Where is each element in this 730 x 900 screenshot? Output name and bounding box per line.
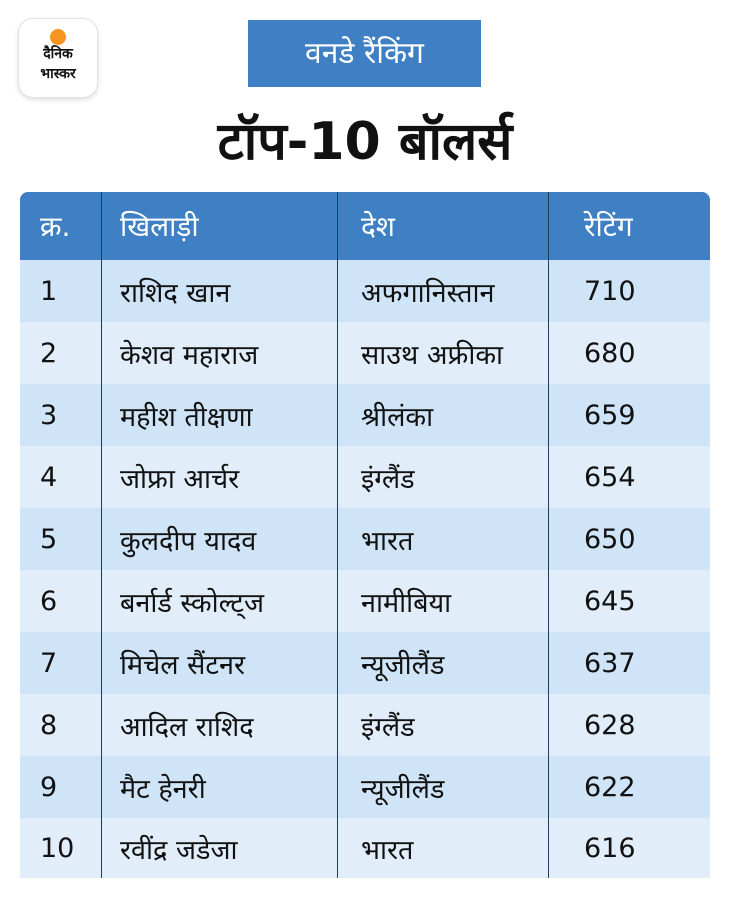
header-country: देश (361, 210, 395, 243)
column-divider (337, 192, 338, 878)
rating-cell: 654 (584, 461, 636, 493)
rank-cell: 7 (40, 647, 58, 679)
header-player: खिलाड़ी (120, 210, 199, 243)
table-row (20, 446, 710, 508)
table-row (20, 570, 710, 632)
column-divider (101, 192, 102, 878)
country-cell: इंग्लैंड (361, 463, 415, 495)
page-title: टॉप-10 बॉलर्स (217, 112, 513, 172)
rating-cell: 645 (584, 585, 636, 617)
table-row (20, 508, 710, 570)
rankings-table (20, 192, 710, 878)
country-cell: साउथ अफ्रीका (361, 339, 504, 371)
country-cell: न्यूजीलैंड (361, 649, 445, 681)
column-divider (548, 192, 549, 878)
table-header (20, 192, 710, 260)
logo-text-line1: दैनिक (43, 46, 73, 62)
header-rating: रेटिंग (584, 210, 633, 243)
rating-cell: 710 (584, 275, 636, 307)
rating-cell: 637 (584, 647, 636, 679)
rating-cell: 622 (584, 771, 636, 803)
player-cell: मैट हेनरी (120, 773, 206, 805)
header-rank: क्र. (40, 210, 71, 243)
country-cell: श्रीलंका (361, 401, 434, 433)
rank-cell: 5 (40, 523, 58, 555)
player-cell: राशिद खान (120, 277, 231, 309)
table-row (20, 384, 710, 446)
rank-cell: 9 (40, 771, 58, 803)
rating-cell: 628 (584, 709, 636, 741)
rating-cell: 680 (584, 337, 636, 369)
rank-cell: 1 (40, 275, 58, 307)
table-row (20, 694, 710, 756)
sun-icon (50, 29, 66, 45)
rank-cell: 2 (40, 337, 58, 369)
dainik-bhaskar-logo (19, 19, 97, 97)
player-cell: जोफ्रा आर्चर (120, 463, 240, 495)
rank-cell: 8 (40, 709, 58, 741)
country-cell: अफगानिस्तान (361, 277, 495, 309)
player-cell: कुलदीप यादव (120, 525, 257, 557)
country-cell: नामीबिया (361, 587, 452, 619)
rank-cell: 10 (40, 832, 75, 864)
table-row (20, 632, 710, 694)
player-cell: मिचेल सैंटनर (120, 649, 246, 681)
rating-cell: 616 (584, 832, 636, 864)
table-row (20, 756, 710, 818)
country-cell: भारत (361, 525, 414, 557)
logo-text-line2: भास्कर (40, 66, 76, 82)
table-row (20, 818, 710, 878)
table-row (20, 322, 710, 384)
rank-cell: 3 (40, 399, 58, 431)
country-cell: इंग्लैंड (361, 711, 415, 743)
rating-cell: 650 (584, 523, 636, 555)
category-tag: वनडे रैंकिंग (248, 20, 481, 87)
table-row (20, 260, 710, 322)
country-cell: भारत (361, 834, 414, 866)
player-cell: केशव महाराज (120, 339, 259, 371)
rating-cell: 659 (584, 399, 636, 431)
player-cell: आदिल राशिद (120, 711, 254, 743)
player-cell: महीश तीक्षणा (120, 401, 253, 433)
country-cell: न्यूजीलैंड (361, 773, 445, 805)
rank-cell: 6 (40, 585, 58, 617)
player-cell: बर्नार्ड स्कोल्ट्ज (120, 587, 265, 619)
player-cell: रवींद्र जडेजा (120, 834, 238, 866)
rank-cell: 4 (40, 461, 58, 493)
